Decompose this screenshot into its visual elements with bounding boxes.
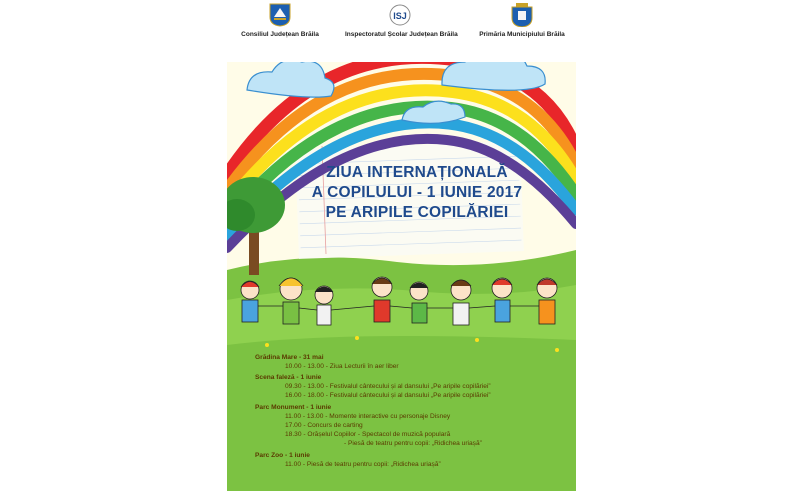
school-inspectorate-logo [345,3,458,38]
schedule-event: - Piesă de teatru pentru copii: „Ridichea uriașă” [344,440,482,447]
location-gradina-mare: Grădina Mare - 31 mai [255,354,324,361]
schedule-event: 09.30 - 13.00 - Festivalul cântecului și al dansului „Pe aripile copilăriei” [285,383,491,390]
county-council-label: Consiliul Județean Brăila [241,31,319,38]
school-inspectorate-label: Inspectoratul Școlar Județean Brăila [345,31,458,38]
city-crest-icon [511,3,533,27]
title-line-1: ZIUA INTERNAȚIONALĂ [326,164,508,181]
location-parc-zoo: Parc Zoo - 1 iunie [255,452,310,459]
child-7 [492,278,512,322]
child-8 [537,278,557,324]
schedule-event: 17.00 - Concurs de carting [285,422,363,429]
child-1 [241,281,259,322]
city-hall-label: Primăria Municipiului Brăila [479,31,565,38]
county-crest-icon [269,3,291,27]
isj-logo-icon [389,3,411,27]
cloud-left [247,60,334,97]
schedule-event: 11.00 - Piesă de teatru pentru copii: „Ridichea uriașă” [285,461,441,468]
title-line-2: A COPILULUI - 1 IUNIE 2017 [311,184,523,201]
county-council-logo [227,3,335,38]
logo-bar [227,0,576,62]
schedule-event: 18.30 - Orășelul Copiilor - Spectacol de muzică populară [285,431,451,438]
schedule-event: 10.00 - 13.00 - Ziua Lecturii în aer liber [285,363,399,370]
location-parc-monument: Parc Monument - 1 iunie [255,404,332,411]
poster [227,0,576,491]
schedule-event: 16.00 - 18.00 - Festivalul cântecului și al dansului „Pe aripile copilăriei” [285,392,491,399]
isj-mark: ISJ [393,11,407,21]
title-line-3: PE ARIPILE COPILĂRIEI [325,204,509,221]
child-3 [315,286,333,325]
city-hall-logo [467,3,576,38]
location-scena-faleza: Scena faleză - 1 iunie [255,374,322,381]
schedule-event: 11.00 - 13.00 - Momente interactive cu personaje Disney [285,413,451,420]
